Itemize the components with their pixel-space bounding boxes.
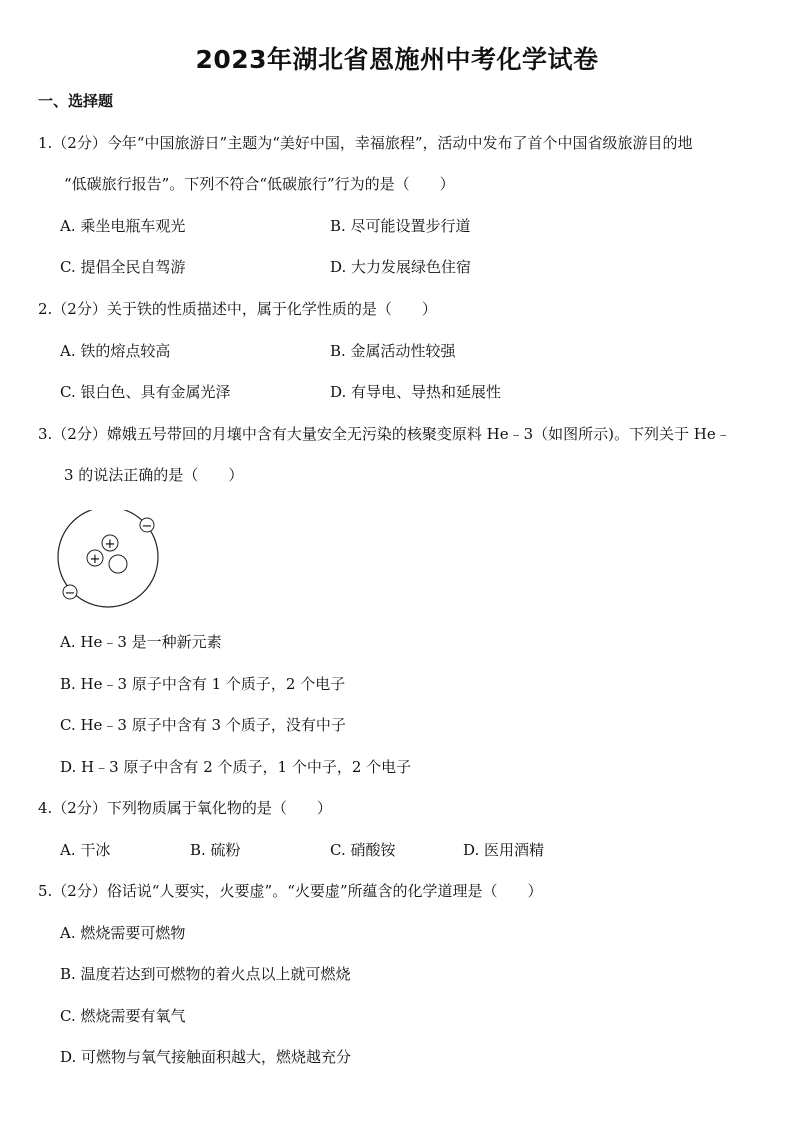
- question-4-stem: 4.（2分）下列物质属于氧化物的是（ ）: [38, 799, 332, 817]
- question-1-stem: 1.（2分）今年“中国旅游日”主题为“美好中国，幸福旅程”，活动中发布了首个中国省级旅游目的地: [38, 134, 693, 152]
- svg-text:−: −: [141, 519, 153, 534]
- question-1-option-a: A. 乘坐电瓶车观光: [60, 217, 186, 235]
- question-5-option-b: B. 温度若达到可燃物的着火点以上就可燃烧: [60, 965, 351, 983]
- question-2-stem: 2.（2分）关于铁的性质描述中，属于化学性质的是（ ）: [38, 300, 437, 318]
- question-4-option-d: D. 医用酒精: [463, 841, 545, 859]
- question-2-option-b: B. 金属活动性较强: [330, 342, 456, 360]
- neutron: [109, 555, 127, 573]
- svg-text:+: +: [89, 552, 101, 567]
- question-1-option-c: C. 提倡全民自驾游: [60, 258, 186, 276]
- question-3-option-b: B. He﹣3 原子中含有 1 个质子，2 个电子: [60, 675, 346, 693]
- question-3-option-a: A. He﹣3 是一种新元素: [60, 633, 222, 651]
- question-1-stem-cont: “低碳旅行报告”。下列不符合“低碳旅行”行为的是（ ）: [64, 175, 455, 193]
- section-heading: 一、选择题: [38, 92, 114, 110]
- proton-lower: [87, 550, 103, 567]
- question-3-stem-cont: 3 的说法正确的是（ ）: [64, 466, 244, 484]
- question-2-option-d: D. 有导电、导热和延展性: [330, 383, 502, 401]
- electron-bottom-left: [63, 585, 77, 601]
- helium-3-atom-figure: [50, 510, 170, 610]
- question-4-option-b: B. 硫粉: [190, 841, 241, 859]
- question-5-option-c: C. 燃烧需要有氧气: [60, 1007, 186, 1025]
- question-5-option-d: D. 可燃物与氧气接触面积越大，燃烧越充分: [60, 1048, 352, 1066]
- page-title: 2023年湖北省恩施州中考化学试卷: [195, 45, 599, 74]
- question-1-option-b: B. 尽可能设置步行道: [330, 217, 471, 235]
- question-2-option-c: C. 银白色、具有金属光泽: [60, 383, 231, 401]
- question-4-option-a: A. 干冰: [60, 841, 111, 859]
- question-5-option-a: A. 燃烧需要可燃物: [60, 924, 186, 942]
- question-2-option-a: A. 铁的熔点较高: [60, 342, 171, 360]
- question-5-stem: 5.（2分）俗话说“人要实，火要虚”。“火要虚”所蕴含的化学道理是（ ）: [38, 882, 543, 900]
- question-1-option-d: D. 大力发展绿色住宿: [330, 258, 472, 276]
- proton-upper: [102, 535, 118, 552]
- question-3-option-d: D. H﹣3 原子中含有 2 个质子，1 个中子，2 个电子: [60, 758, 412, 776]
- svg-text:+: +: [104, 537, 116, 552]
- svg-text:−: −: [64, 586, 76, 601]
- question-4-option-c: C. 硝酸铵: [330, 841, 396, 859]
- electron-top-right: [140, 518, 154, 534]
- question-3-option-c: C. He﹣3 原子中含有 3 个质子，没有中子: [60, 716, 346, 734]
- question-3-stem: 3.（2分）嫦娥五号带回的月壤中含有大量安全无污染的核聚变原料 He﹣3（如图所示)。下列关于 He﹣: [38, 425, 731, 443]
